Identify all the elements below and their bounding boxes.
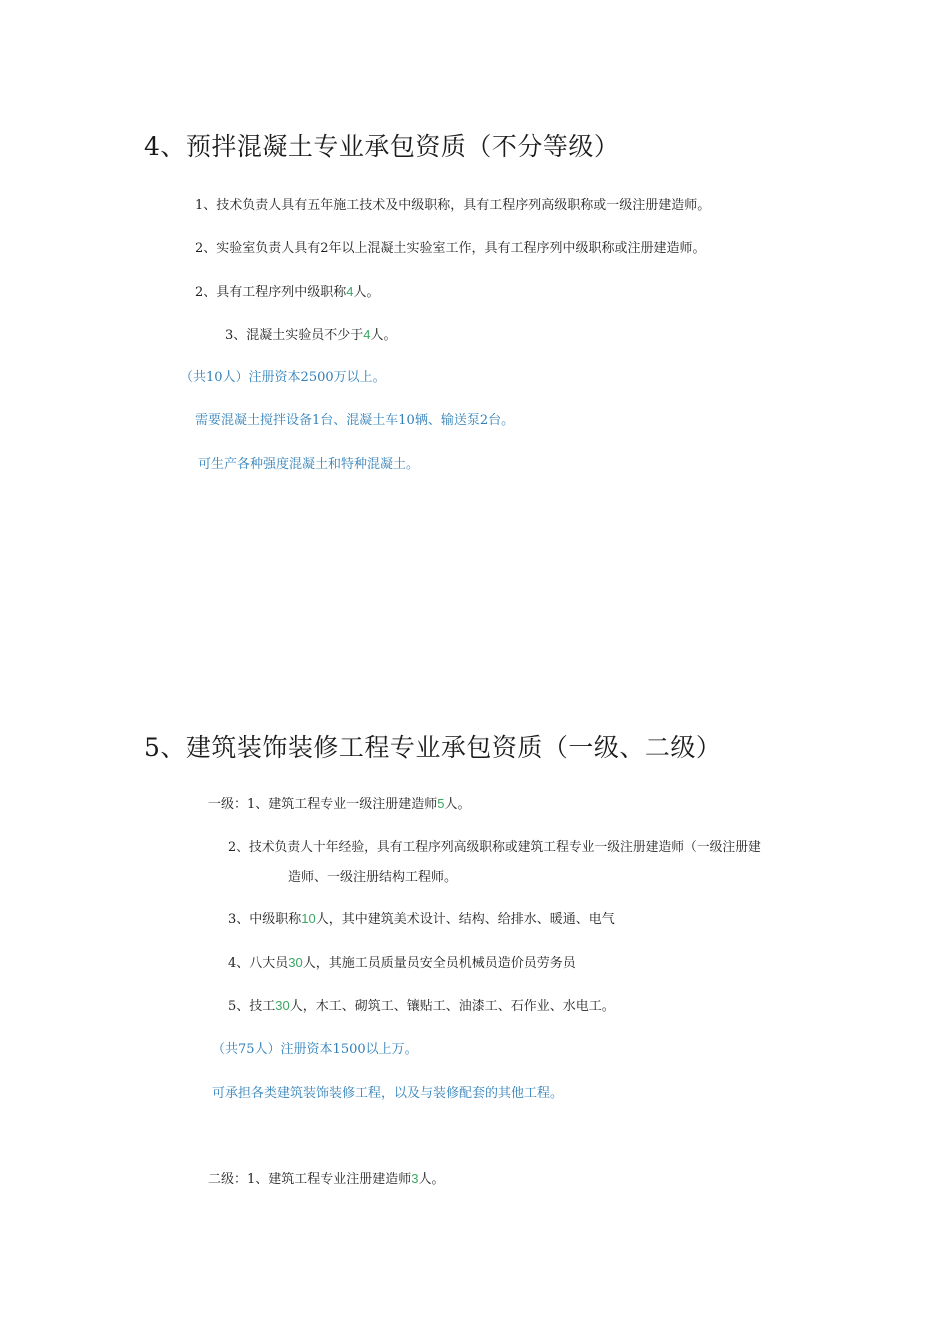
section5-level1-capital: （共75人）注册资本1500以上万。 [212, 1042, 418, 1057]
section5-level1-item-1-text: 一级：1、建筑工程专业一级注册建造师 [208, 797, 438, 812]
section4-item-3-count: 4 [346, 284, 354, 299]
section5-level1-item-4 [228, 954, 576, 973]
section5-level1-item-2-line1: 2、技术负责人十年经验，具有工程序列高级职称或建筑工程专业一级注册建造师（一级注册建 [228, 840, 761, 855]
section4-item-4-suffix: 人。 [370, 328, 397, 343]
section4-item-4 [225, 326, 397, 345]
section5-level1-item-5-text: 5、技工 [228, 999, 276, 1014]
section5-level1-item-3-count: 10 [301, 911, 316, 926]
section5-level1-item-4-text: 4、八大员 [228, 956, 289, 971]
section5-level2-item-1-suffix: 人。 [418, 1172, 445, 1187]
section4-equipment: 需要混凝土搅拌设备1台、混凝土车10辆、输送泵2台。 [195, 413, 515, 428]
section4-item-1: 1、技术负责人具有五年施工技术及中级职称，具有工程序列高级职称或一级注册建造师。 [195, 198, 711, 213]
section4-item-3-text: 2、具有工程序列中级职称 [195, 285, 347, 300]
section5-level1-item-3 [228, 910, 615, 929]
section5-level1-item-5-suffix: 人，木工、砌筑工、镶贴工、油漆工、石作业、水电工。 [289, 999, 615, 1014]
section5-level1-item-3-suffix: 人，其中建筑美术设计、结构、给排水、暖通、电气 [315, 912, 615, 927]
section5-level1-scope: 可承担各类建筑装饰装修工程，以及与装修配套的其他工程。 [212, 1086, 564, 1101]
section5-level1-item-3-text: 3、中级职称 [228, 912, 302, 927]
section4-item-3-suffix: 人。 [353, 285, 380, 300]
section5-level1-item-2-line2: 造师、一级注册结构工程师。 [288, 870, 458, 885]
section4-capital: （共10人）注册资本2500万以上。 [180, 370, 386, 385]
section5-level1-item-1 [208, 795, 471, 814]
section4-scope: 可生产各种强度混凝土和特种混凝土。 [198, 457, 420, 472]
section5-level1-item-5 [228, 997, 615, 1016]
section4-item-4-count: 4 [363, 327, 371, 342]
section5-level2-item-1 [208, 1170, 445, 1189]
section5-level1-item-1-count: 5 [437, 796, 445, 811]
section5-level1-item-4-count: 30 [288, 955, 303, 970]
section4-item-3 [195, 283, 380, 302]
section5-level1-item-1-suffix: 人。 [444, 797, 471, 812]
section4-item-4-text: 3、混凝土实验员不少于 [225, 328, 364, 343]
section5-level1-item-5-count: 30 [275, 998, 290, 1013]
section5-title: 5、建筑装饰装修工程专业承包资质（一级、二级） [144, 733, 722, 762]
section4-title: 4、预拌混凝土专业承包资质（不分等级） [144, 132, 620, 161]
section4-item-2: 2、实验室负责人具有2年以上混凝土实验室工作，具有工程序列中级职称或注册建造师。 [195, 241, 706, 256]
section5-level1-item-4-suffix: 人，其施工员质量员安全员机械员造价员劳务员 [302, 956, 576, 971]
section5-level2-item-1-count: 3 [411, 1171, 419, 1186]
section5-level2-item-1-text: 二级：1、建筑工程专业注册建造师 [208, 1172, 412, 1187]
